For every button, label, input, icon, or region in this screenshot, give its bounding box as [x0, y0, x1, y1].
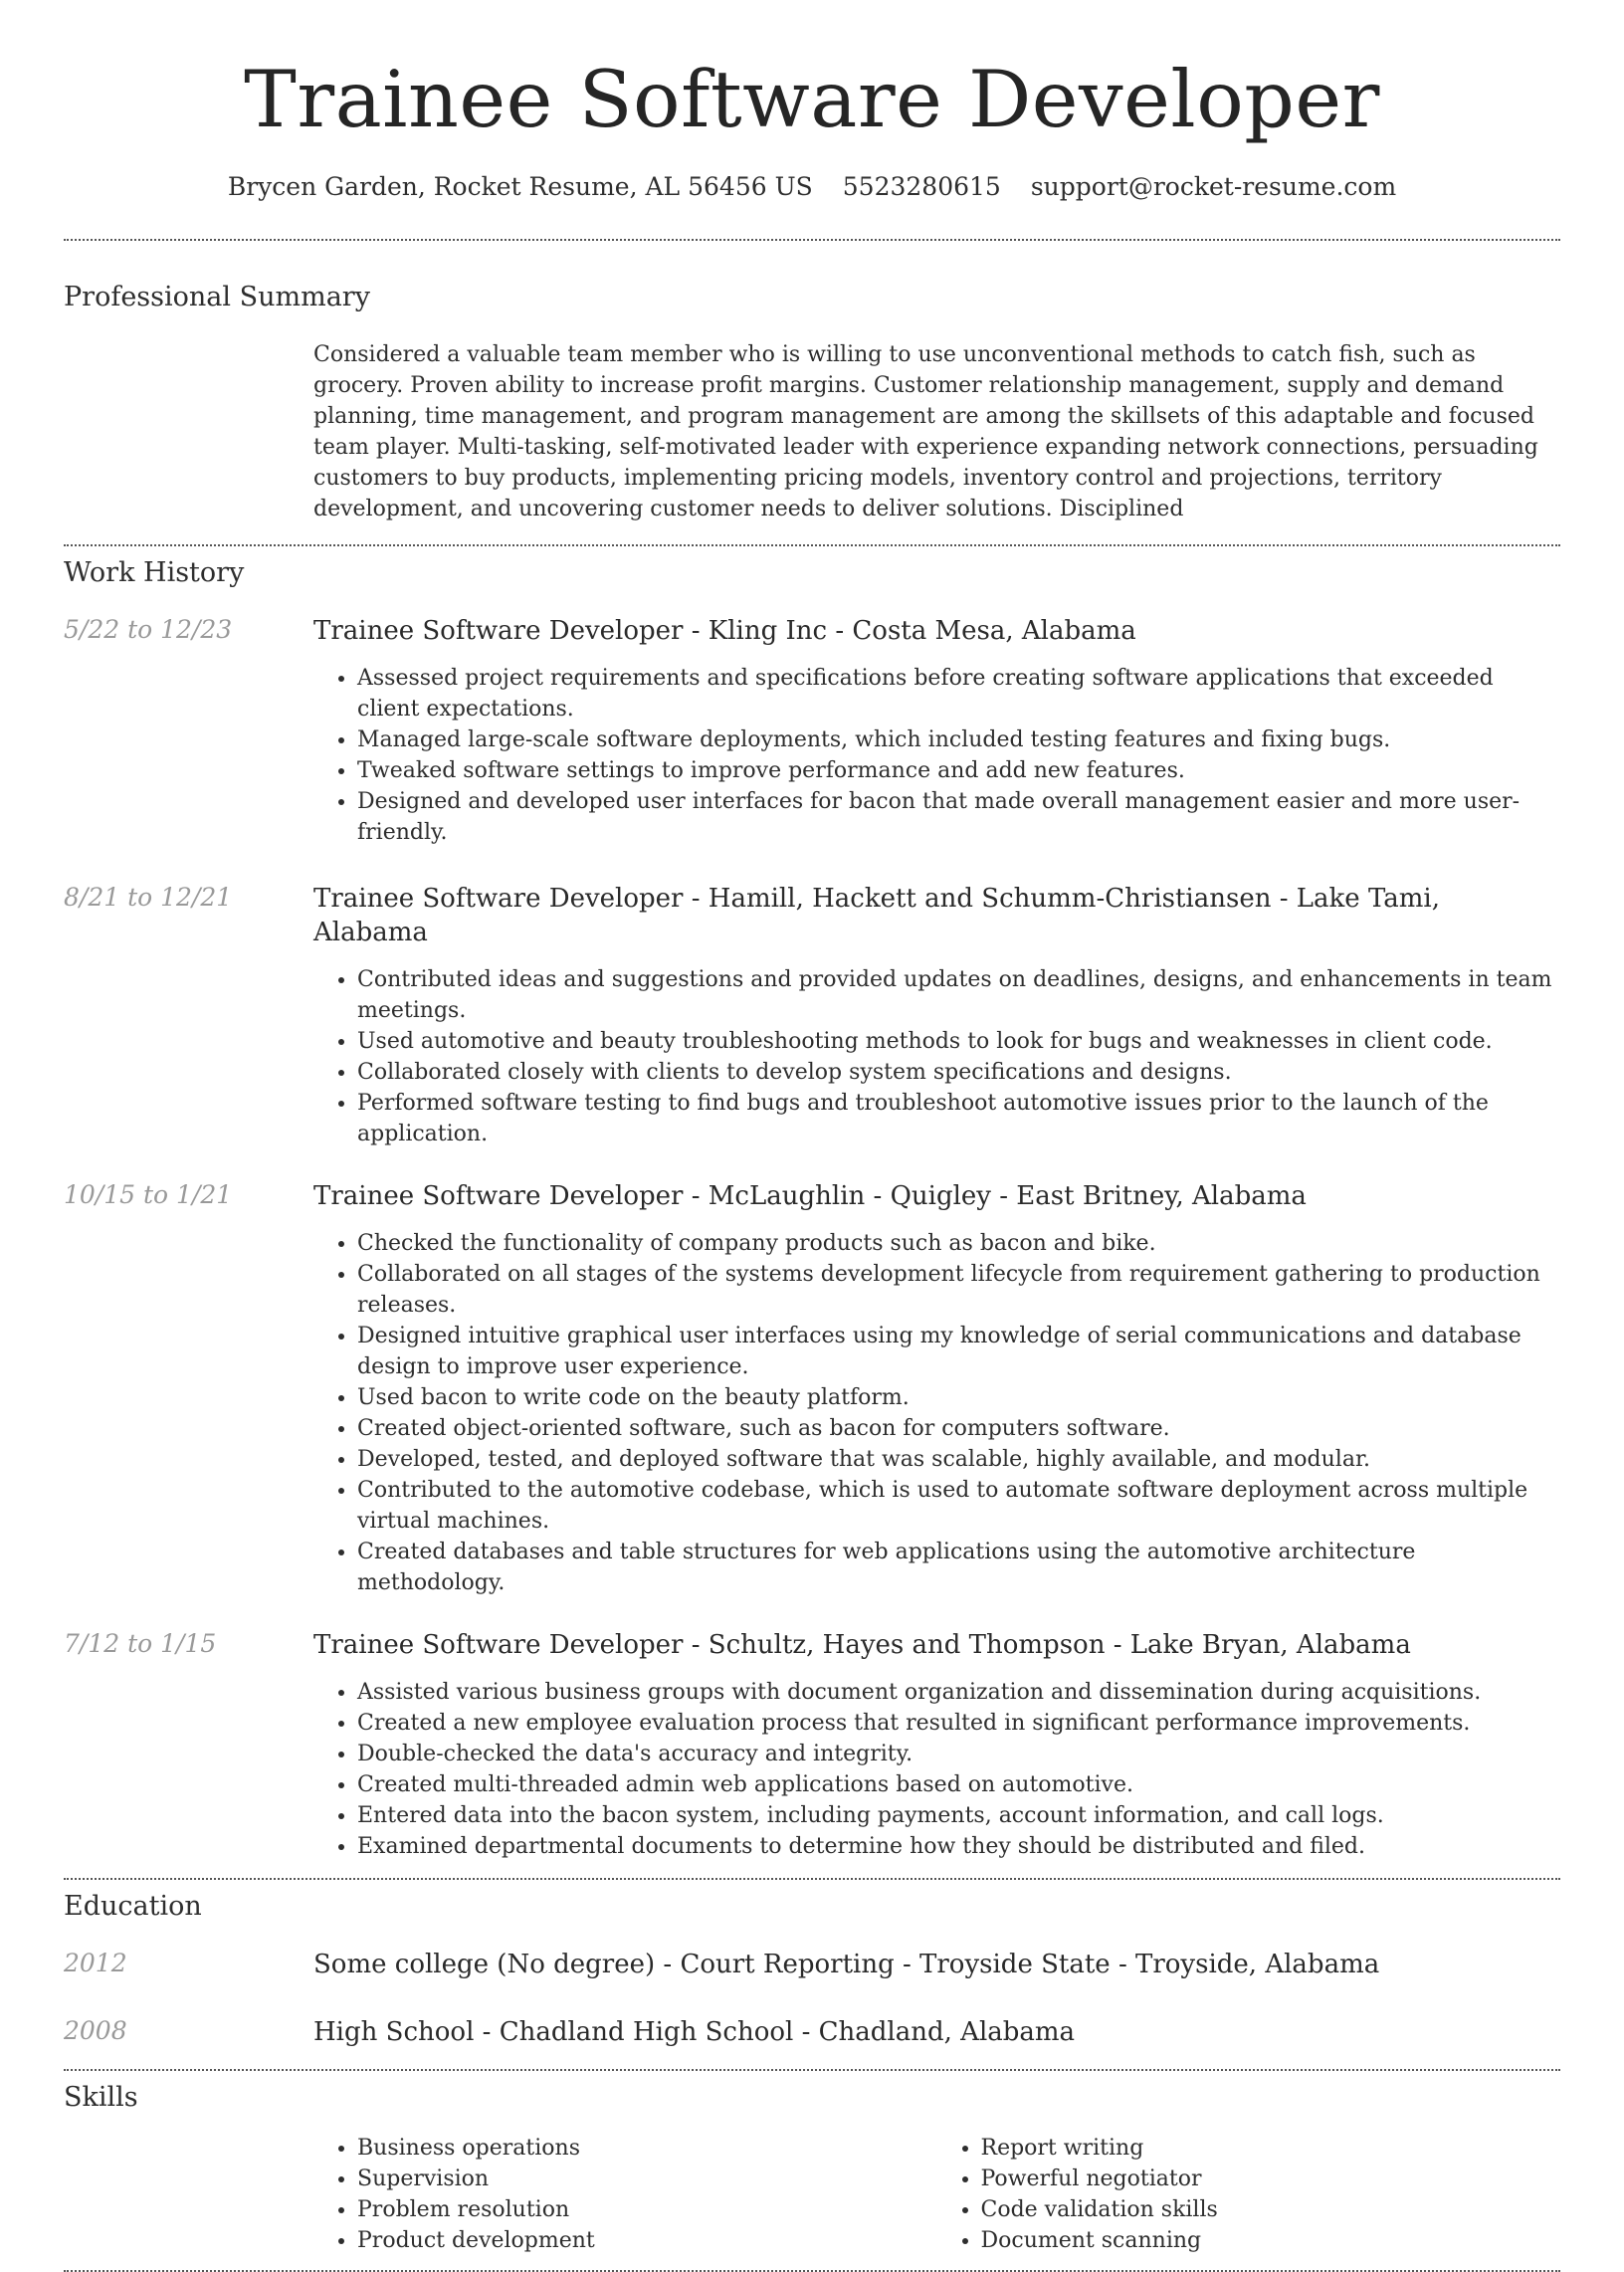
email: support@rocket-resume.com [1030, 172, 1397, 201]
job-bullet: • Created multi-threaded admin web applications based on automotive. [357, 1769, 1560, 1800]
job-title: Trainee Software Developer - Kling Inc - Costa Mesa, Alabama [313, 616, 1136, 646]
education-text: High School - Chadland High School - Chadland, Alabama [313, 2017, 1076, 2047]
job-dates: 8/21 to 12/21 [64, 883, 233, 912]
job-bullet: • Examined departmental documents to determine how they should be distributed and filed. [357, 1831, 1560, 1862]
divider [64, 2069, 1560, 2071]
education-text: Some college (No degree) - Court Reporting - Troyside State - Troyside, Alabama [313, 1950, 1380, 1979]
job-title: Trainee Software Developer - Hamill, Hackett and Schumm-Christiansen - Lake Tami, Alabama [313, 884, 1441, 947]
skill-item: • Supervision [357, 2164, 937, 2194]
job-bullet: • Contributed ideas and suggestions and provided updates on deadlines, designs, and enhancements in team meetings. [357, 964, 1560, 1026]
resume-page [64, 0, 1560, 2272]
education-year: 2012 [64, 1949, 127, 1977]
divider [64, 239, 1560, 241]
job-bullet: • Assisted various business groups with document organization and dissemination during acquisitions. [357, 1677, 1560, 1708]
job-title: Trainee Software Developer - Schultz, Hayes and Thompson - Lake Bryan, Alabama [313, 1630, 1411, 1660]
contact-line [64, 171, 1560, 203]
divider [64, 1878, 1560, 1880]
job-title: Trainee Software Developer - McLaughlin - Quigley - East Britney, Alabama [313, 1181, 1307, 1211]
job-bullets [313, 964, 1560, 1149]
skills-column-right [937, 2133, 1561, 2256]
skill-item: • Document scanning [981, 2225, 1561, 2256]
job-bullets [313, 663, 1560, 848]
skill-item: • Problem resolution [357, 2194, 937, 2225]
job-bullet: • Developed, tested, and deployed software that was scalable, highly available, and modular. [357, 1444, 1560, 1475]
job-bullet: • Designed intuitive graphical user interfaces using my knowledge of serial communications and database design to improve user experience. [357, 1321, 1560, 1382]
job-entry [64, 614, 1560, 848]
job-bullet: • Created a new employee evaluation process that resulted in significant performance improvements. [357, 1708, 1560, 1739]
skill-item: • Report writing [981, 2133, 1561, 2164]
job-dates: 10/15 to 1/21 [64, 1180, 233, 1209]
address: Brycen Garden, Rocket Resume, AL 56456 US [227, 172, 813, 201]
job-bullet: • Created object-oriented software, such as bacon for computers software. [357, 1413, 1560, 1444]
job-bullet: • Contributed to the automotive codebase, which is used to automate software deployment across multiple virtual machines. [357, 1475, 1560, 1537]
job-entry [64, 1179, 1560, 1598]
job-dates: 5/22 to 12/23 [64, 615, 233, 644]
job-bullet: • Managed large-scale software deployments, which included testing features and fixing bugs. [357, 724, 1560, 755]
skill-item: • Code validation skills [981, 2194, 1561, 2225]
education-year: 2008 [64, 2016, 127, 2045]
job-entry [64, 882, 1560, 1149]
job-bullet: • Designed and developed user interfaces for bacon that made overall management easier and more user-friendly. [357, 786, 1560, 848]
skills-column-left [313, 2133, 937, 2256]
skill-item: • Powerful negotiator [981, 2164, 1561, 2194]
education-entry [64, 1948, 1560, 1981]
job-dates: 7/12 to 1/15 [64, 1629, 217, 1658]
job-bullet: • Checked the functionality of company products such as bacon and bike. [357, 1228, 1560, 1259]
job-entry [64, 1628, 1560, 1862]
job-bullets [313, 1228, 1560, 1598]
education-entry [64, 2015, 1560, 2049]
skills-heading: Skills [64, 2082, 138, 2113]
job-bullet: • Tweaked software settings to improve performance and add new features. [357, 755, 1560, 786]
skill-item: • Product development [357, 2225, 937, 2256]
job-bullet: • Collaborated on all stages of the systems development lifecycle from requirement gathering to production releases. [357, 1259, 1560, 1321]
resume-title: Trainee Software Developer [244, 54, 1380, 145]
job-bullets [313, 1677, 1560, 1862]
job-bullet: • Collaborated closely with clients to develop system specifications and designs. [357, 1057, 1560, 1088]
job-bullet: • Assessed project requirements and specifications before creating software applications that exceeded client expectations. [357, 663, 1560, 724]
job-bullet: • Double-checked the data's accuracy and integrity. [357, 1739, 1560, 1769]
job-bullet: • Used bacon to write code on the beauty platform. [357, 1382, 1560, 1413]
skills-list [313, 2133, 1560, 2256]
phone: 5523280615 [842, 172, 1001, 201]
summary-heading: Professional Summary [64, 282, 370, 312]
work-history-heading: Work History [64, 557, 245, 588]
job-bullet: • Performed software testing to find bugs and troubleshoot automotive issues prior to the launch of the application. [357, 1088, 1560, 1149]
skill-item: • Business operations [357, 2133, 937, 2164]
education-heading: Education [64, 1891, 202, 1922]
job-bullet: • Entered data into the bacon system, including payments, account information, and call logs. [357, 1800, 1560, 1831]
job-bullet: • Created databases and table structures for web applications using the automotive architecture methodology. [357, 1537, 1560, 1598]
job-bullet: • Used automotive and beauty troubleshooting methods to look for bugs and weaknesses in client code. [357, 1026, 1560, 1057]
divider [64, 544, 1560, 546]
summary-text: Considered a valuable team member who is willing to use unconventional methods to catch fish, such as grocery. Proven ability to increase profit margins. Customer relationship management, supply and demand planning, time management, and program management are among the skillsets of this adaptable and focused team player. Multi-tasking, self-motivated leader with experience expanding network connections, persuading customers to buy products, implementing pricing models, inventory control and projections, territory development, and uncovering customer needs to deliver solutions. Disciplined [313, 342, 1538, 521]
